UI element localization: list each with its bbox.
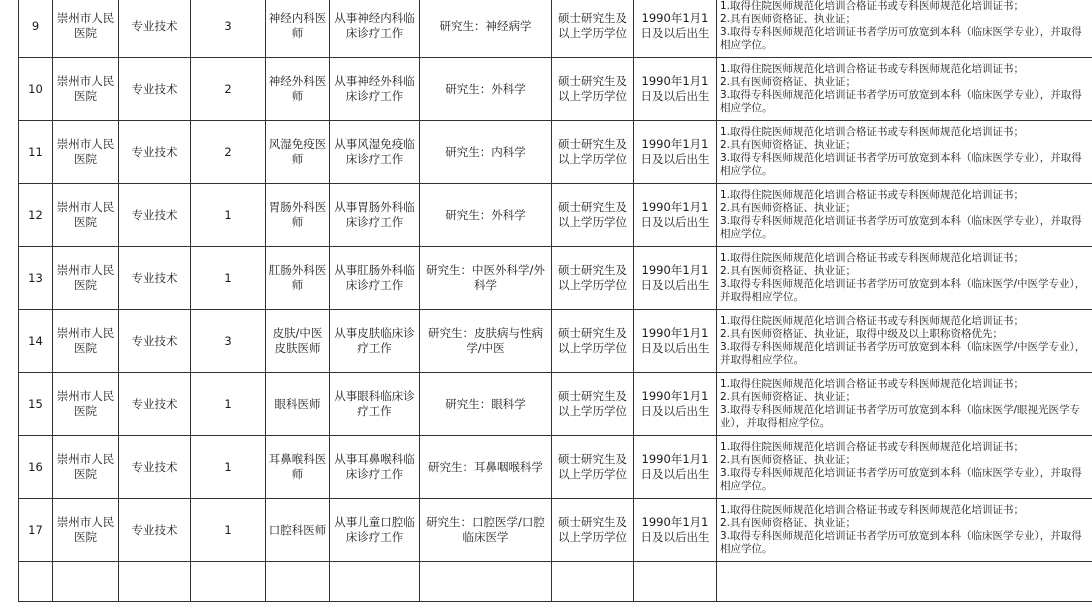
job-duty: 从事耳鼻喉科临床诊疗工作 (330, 436, 420, 499)
post-category: 专业技术 (119, 373, 191, 436)
requirement-line: 1.取得住院医师规范化培训合格证书或专科医师规范化培训证书； (720, 126, 1025, 138)
requirement-line: 3.取得专科医师规范化培训证书者学历可放宽到本科（临床医学专业），并取得相应学位。 (720, 467, 1082, 492)
age-requirement: 1990年1月1日及以后出生 (634, 373, 717, 436)
post-name: 胃肠外科医师 (266, 184, 330, 247)
table-row (19, 0, 1092, 58)
education-requirement: 硕士研究生及以上学历学位 (552, 373, 634, 436)
post-name: 神经内科医师 (266, 0, 330, 58)
age-requirement: 1990年1月1日及以后出生 (634, 247, 717, 310)
job-duty: 从事肛肠外科临床诊疗工作 (330, 247, 420, 310)
requirement-line: 2.具有医师资格证、执业证； (720, 13, 857, 25)
major-requirement: 研究生：外科学 (420, 58, 552, 121)
requirement-line: 3.取得专科医师规范化培训证书者学历可放宽到本科（临床医学专业），并取得相应学位。 (720, 530, 1082, 555)
row-number: 9 (19, 0, 53, 58)
requirement-line: 2.具有医师资格证、执业证； (720, 391, 857, 403)
age-requirement: 1990年1月1日及以后出生 (634, 121, 717, 184)
employer-unit: 崇州市人民医院 (53, 0, 119, 58)
row-number: 16 (19, 436, 53, 499)
row-number: 10 (19, 58, 53, 121)
major-requirement: 研究生：神经病学 (420, 0, 552, 58)
age-requirement: 1990年1月1日及以后出生 (634, 310, 717, 373)
post-category: 专业技术 (119, 58, 191, 121)
row-number: 13 (19, 247, 53, 310)
hiring-count: 3 (191, 0, 266, 58)
empty-cell (552, 562, 634, 602)
post-category: 专业技术 (119, 310, 191, 373)
education-requirement: 硕士研究生及以上学历学位 (552, 499, 634, 562)
requirement-line: 1.取得住院医师规范化培训合格证书或专科医师规范化培训证书； (720, 0, 1025, 12)
row-number: 11 (19, 121, 53, 184)
other-requirements (717, 436, 1092, 499)
age-requirement: 1990年1月1日及以后出生 (634, 0, 717, 58)
requirement-line: 2.具有医师资格证、执业证； (720, 265, 857, 277)
empty-cell (119, 562, 191, 602)
requirement-line: 2.具有医师资格证、执业证，取得中级及以上职称资格优先； (720, 328, 1004, 340)
requirement-line: 1.取得住院医师规范化培训合格证书或专科医师规范化培训证书； (720, 315, 1025, 327)
table-row (19, 436, 1092, 499)
employer-unit: 崇州市人民医院 (53, 58, 119, 121)
job-duty: 从事神经外科临床诊疗工作 (330, 58, 420, 121)
empty-cell (717, 562, 1092, 602)
requirement-line: 2.具有医师资格证、执业证； (720, 202, 857, 214)
major-requirement: 研究生：眼科学 (420, 373, 552, 436)
requirement-line: 1.取得住院医师规范化培训合格证书或专科医师规范化培训证书； (720, 252, 1025, 264)
major-requirement: 研究生：耳鼻咽喉科学 (420, 436, 552, 499)
job-duty: 从事皮肤临床诊疗工作 (330, 310, 420, 373)
post-category: 专业技术 (119, 247, 191, 310)
hiring-count: 2 (191, 121, 266, 184)
requirement-line: 3.取得专科医师规范化培训证书者学历可放宽到本科（临床医学专业），并取得相应学位。 (720, 26, 1082, 51)
hiring-count: 2 (191, 58, 266, 121)
recruitment-table (18, 0, 1092, 602)
post-name: 肛肠外科医师 (266, 247, 330, 310)
major-requirement: 研究生：皮肤病与性病学/中医 (420, 310, 552, 373)
post-name: 口腔科医师 (266, 499, 330, 562)
hiring-count: 1 (191, 373, 266, 436)
post-name: 眼科医师 (266, 373, 330, 436)
row-number: 17 (19, 499, 53, 562)
table-row (19, 58, 1092, 121)
employer-unit: 崇州市人民医院 (53, 184, 119, 247)
post-category: 专业技术 (119, 0, 191, 58)
table-row (19, 499, 1092, 562)
requirement-line: 3.取得专科医师规范化培训证书者学历可放宽到本科（临床医学专业），并取得相应学位。 (720, 215, 1082, 240)
table-row (19, 184, 1092, 247)
requirement-line: 1.取得住院医师规范化培训合格证书或专科医师规范化培训证书； (720, 63, 1025, 75)
requirement-line: 3.取得专科医师规范化培训证书者学历可放宽到本科（临床医学/中医学专业），并取得相应学位。 (720, 278, 1086, 303)
other-requirements (717, 499, 1092, 562)
education-requirement: 硕士研究生及以上学历学位 (552, 58, 634, 121)
requirement-line: 1.取得住院医师规范化培训合格证书或专科医师规范化培训证书； (720, 189, 1025, 201)
post-category: 专业技术 (119, 184, 191, 247)
table-row (19, 121, 1092, 184)
employer-unit: 崇州市人民医院 (53, 373, 119, 436)
empty-cell (420, 562, 552, 602)
education-requirement: 硕士研究生及以上学历学位 (552, 184, 634, 247)
age-requirement: 1990年1月1日及以后出生 (634, 58, 717, 121)
employer-unit: 崇州市人民医院 (53, 247, 119, 310)
requirement-line: 2.具有医师资格证、执业证； (720, 76, 857, 88)
requirement-line: 2.具有医师资格证、执业证； (720, 517, 857, 529)
other-requirements (717, 0, 1092, 58)
other-requirements (717, 58, 1092, 121)
major-requirement: 研究生：外科学 (420, 184, 552, 247)
hiring-count: 1 (191, 184, 266, 247)
age-requirement: 1990年1月1日及以后出生 (634, 184, 717, 247)
requirement-line: 2.具有医师资格证、执业证； (720, 454, 857, 466)
employer-unit: 崇州市人民医院 (53, 121, 119, 184)
employer-unit: 崇州市人民医院 (53, 499, 119, 562)
empty-cell (634, 562, 717, 602)
row-number: 15 (19, 373, 53, 436)
post-name: 风湿免疫医师 (266, 121, 330, 184)
post-category: 专业技术 (119, 436, 191, 499)
requirement-line: 1.取得住院医师规范化培训合格证书或专科医师规范化培训证书； (720, 441, 1025, 453)
row-number: 12 (19, 184, 53, 247)
job-duty: 从事神经内科临床诊疗工作 (330, 0, 420, 58)
major-requirement: 研究生：内科学 (420, 121, 552, 184)
other-requirements (717, 184, 1092, 247)
requirement-line: 1.取得住院医师规范化培训合格证书或专科医师规范化培训证书； (720, 378, 1025, 390)
post-name: 耳鼻喉科医师 (266, 436, 330, 499)
age-requirement: 1990年1月1日及以后出生 (634, 436, 717, 499)
post-name: 神经外科医师 (266, 58, 330, 121)
empty-cell (266, 562, 330, 602)
employer-unit: 崇州市人民医院 (53, 436, 119, 499)
empty-cell (53, 562, 119, 602)
empty-cell (19, 562, 53, 602)
job-duty: 从事风湿免疫临床诊疗工作 (330, 121, 420, 184)
major-requirement: 研究生：口腔医学/口腔临床医学 (420, 499, 552, 562)
job-duty: 从事胃肠外科临床诊疗工作 (330, 184, 420, 247)
other-requirements (717, 247, 1092, 310)
job-duty: 从事眼科临床诊疗工作 (330, 373, 420, 436)
age-requirement: 1990年1月1日及以后出生 (634, 499, 717, 562)
empty-cell (191, 562, 266, 602)
other-requirements (717, 310, 1092, 373)
post-category: 专业技术 (119, 499, 191, 562)
employer-unit: 崇州市人民医院 (53, 310, 119, 373)
table-row (19, 373, 1092, 436)
requirement-line: 3.取得专科医师规范化培训证书者学历可放宽到本科（临床医学专业），并取得相应学位。 (720, 89, 1082, 114)
hiring-count: 1 (191, 436, 266, 499)
other-requirements (717, 121, 1092, 184)
requirement-line: 3.取得专科医师规范化培训证书者学历可放宽到本科（临床医学/眼视光医学专业），并取得相应学位。 (720, 404, 1081, 429)
education-requirement: 硕士研究生及以上学历学位 (552, 436, 634, 499)
post-name: 皮肤/中医皮肤医师 (266, 310, 330, 373)
requirement-line: 3.取得专科医师规范化培训证书者学历可放宽到本科（临床医学专业），并取得相应学位。 (720, 152, 1082, 177)
education-requirement: 硕士研究生及以上学历学位 (552, 247, 634, 310)
education-requirement: 硕士研究生及以上学历学位 (552, 121, 634, 184)
empty-cell (330, 562, 420, 602)
hiring-count: 1 (191, 499, 266, 562)
other-requirements (717, 373, 1092, 436)
row-number: 14 (19, 310, 53, 373)
education-requirement: 硕士研究生及以上学历学位 (552, 0, 634, 58)
post-category: 专业技术 (119, 121, 191, 184)
requirement-line: 3.取得专科医师规范化培训证书者学历可放宽到本科（临床医学/中医学专业），并取得相应学位。 (720, 341, 1086, 366)
hiring-count: 1 (191, 247, 266, 310)
major-requirement: 研究生：中医外科学/外科学 (420, 247, 552, 310)
job-duty: 从事儿童口腔临床诊疗工作 (330, 499, 420, 562)
table-row (19, 310, 1092, 373)
education-requirement: 硕士研究生及以上学历学位 (552, 310, 634, 373)
requirement-line: 1.取得住院医师规范化培训合格证书或专科医师规范化培训证书； (720, 504, 1025, 516)
requirement-line: 2.具有医师资格证、执业证； (720, 139, 857, 151)
hiring-count: 3 (191, 310, 266, 373)
table-row-partial (19, 562, 1092, 602)
table-row (19, 247, 1092, 310)
